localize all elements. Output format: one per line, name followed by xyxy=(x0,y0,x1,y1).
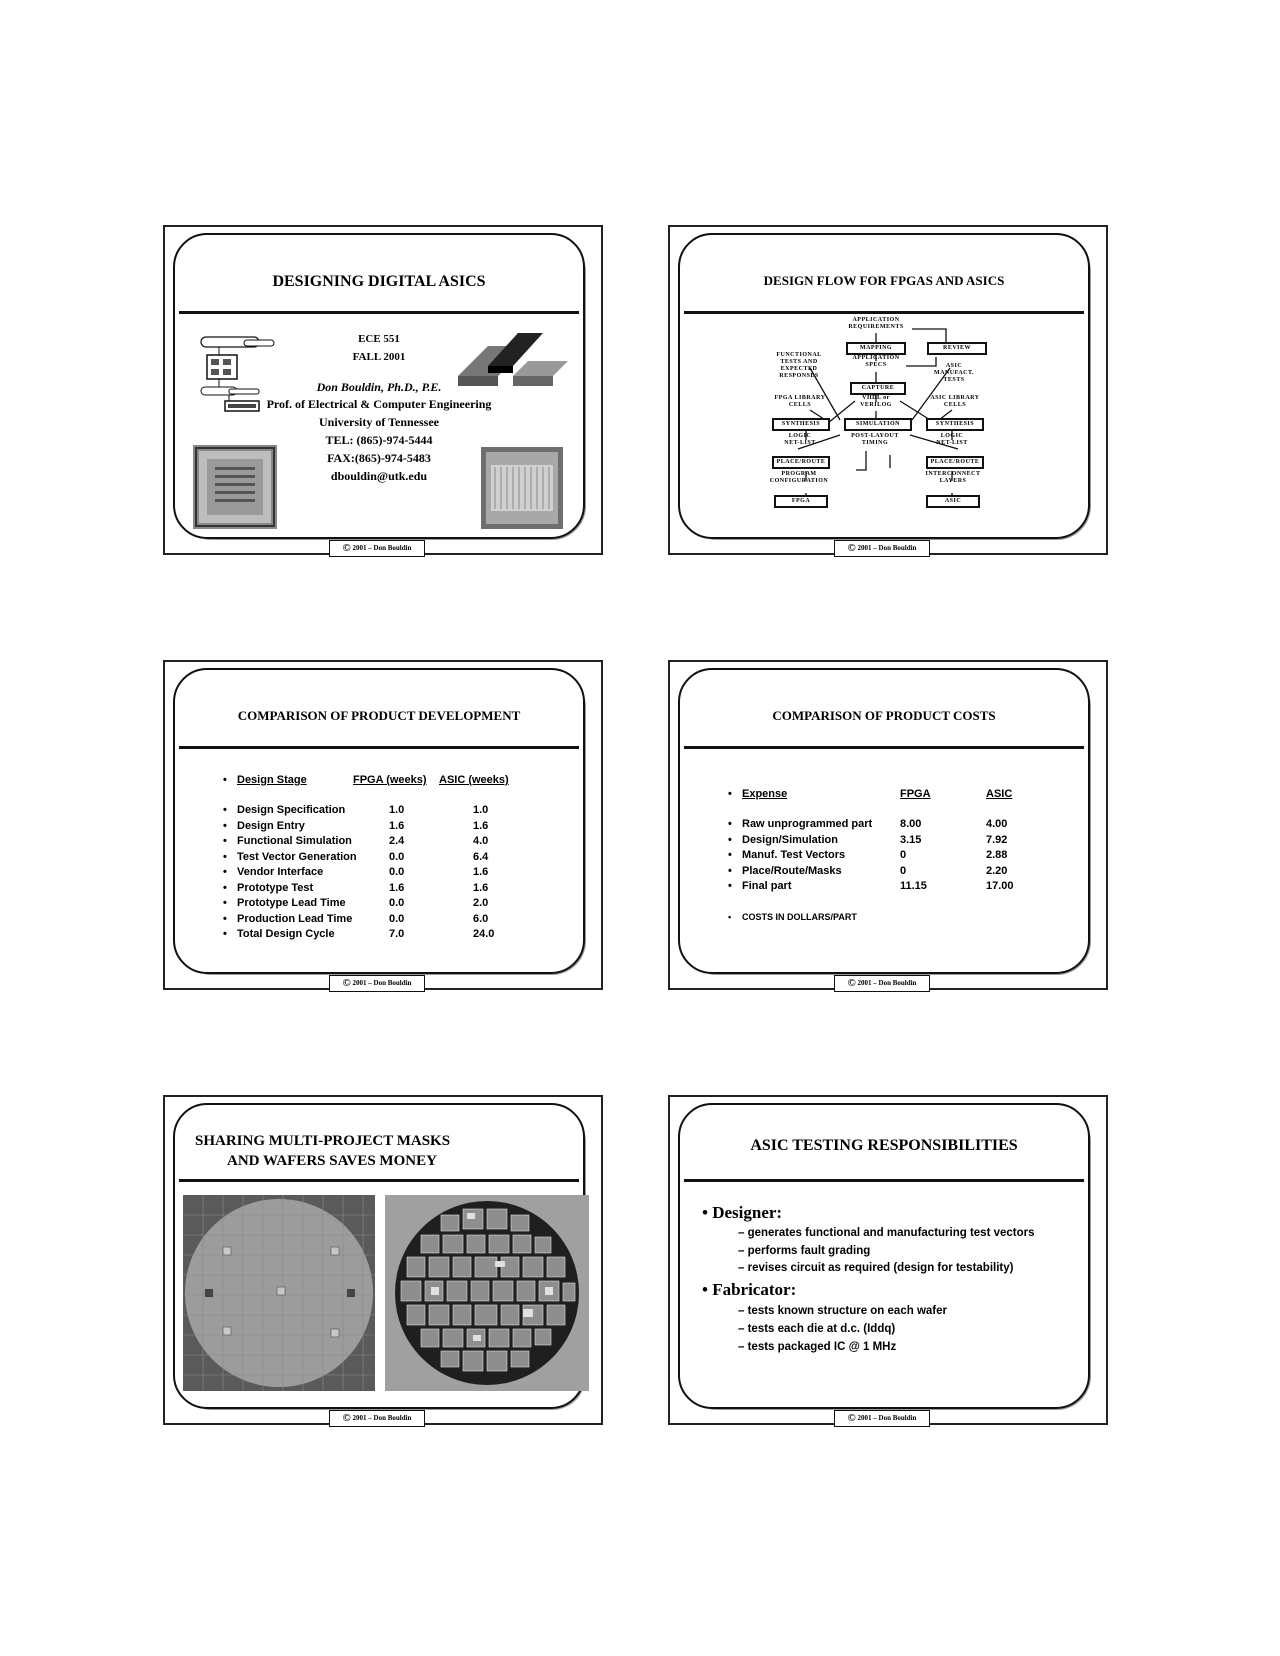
copyright-icon: © xyxy=(342,1412,351,1424)
row-value: 1.0 xyxy=(389,804,405,816)
label-vhdl-verilog: VHDL or VERILOG xyxy=(860,395,892,408)
header-stage: Design Stage xyxy=(237,774,307,786)
box-review: REVIEW xyxy=(927,342,987,355)
row-value: 11.15 xyxy=(900,880,927,892)
label-program-configuration: PROGRAM CONFIGURATION xyxy=(769,471,829,484)
row-label: Prototype Test xyxy=(237,881,314,894)
slide-title-line2: AND WAFERS SAVES MONEY xyxy=(227,1153,437,1169)
row-value: 2.88 xyxy=(986,849,1008,861)
row-value: 0.0 xyxy=(389,866,405,878)
email: dbouldin@utk.edu xyxy=(330,469,428,483)
label-functional-tests: FUNCTIONAL TESTS AND EXPECTED RESPONSES xyxy=(776,352,822,379)
row-value: 2.20 xyxy=(986,864,1008,877)
copyright-icon: © xyxy=(847,542,856,554)
copyright-icon: © xyxy=(847,1412,856,1424)
row-value: 4.00 xyxy=(986,818,1008,830)
slide-footer: © 2001 – Don Bouldin xyxy=(329,975,425,992)
box-simulation: SIMULATION xyxy=(844,418,912,431)
header-asic: ASIC (weeks) xyxy=(439,774,509,786)
row-label: Production Lead Time xyxy=(237,912,353,925)
row-value: 8.00 xyxy=(900,818,922,830)
slide-design-flow xyxy=(668,225,1108,555)
row-value: 1.6 xyxy=(473,819,489,832)
box-place-route-fpga: PLACE/ROUTE xyxy=(772,456,830,469)
row-value: 0.0 xyxy=(389,897,405,909)
box-place-route-asic: PLACE/ROUTE xyxy=(926,456,984,469)
slide-title: ASIC TESTING RESPONSIBILITIES xyxy=(750,1137,1018,1154)
copyright-icon: © xyxy=(342,977,351,989)
title-rule xyxy=(179,1179,579,1182)
title-rule xyxy=(684,1179,1084,1182)
fabricator-item: – tests packaged IC @ 1 MHz xyxy=(738,1341,897,1353)
row-label: Design Specification xyxy=(237,804,346,816)
label-asic-manufact-tests: ASIC MANUFACT. TESTS xyxy=(933,363,975,383)
row-value: 0 xyxy=(900,864,907,877)
wafer-photo-left-icon xyxy=(183,1195,375,1391)
row-value: 0 xyxy=(900,849,907,861)
title-rule xyxy=(179,746,579,749)
university: University of Tennessee xyxy=(319,415,439,429)
designer-item: – performs fault grading xyxy=(738,1245,871,1257)
row-value: 17.00 xyxy=(986,880,1014,892)
row-value: 3.15 xyxy=(900,833,922,846)
header-fpga: FPGA (weeks) xyxy=(353,774,427,786)
fabricator-item: – tests known structure on each wafer xyxy=(738,1305,947,1317)
label-fpga-library: FPGA LIBRARY CELLS xyxy=(774,395,826,408)
row-label: Design/Simulation xyxy=(742,833,838,846)
slide-footer: © 2001 – Don Bouldin xyxy=(329,540,425,557)
row-label: Final part xyxy=(742,880,792,892)
row-value: 24.0 xyxy=(473,928,495,940)
label-logic-netlist-fpga: LOGIC NET-LIST xyxy=(784,433,816,446)
row-value: 7.0 xyxy=(389,928,405,940)
slide-footer: © 2001 – Don Bouldin xyxy=(834,1410,930,1427)
course-term: FALL 2001 xyxy=(352,351,406,363)
row-label: Raw unprogrammed part xyxy=(742,818,873,830)
row-label: Place/Route/Masks xyxy=(742,864,842,877)
row-value: 1.0 xyxy=(473,804,489,816)
row-value: 2.4 xyxy=(389,835,405,847)
row-value: 1.6 xyxy=(473,881,489,894)
slide-product-costs xyxy=(668,660,1108,990)
label-logic-netlist-asic: LOGIC NET-LIST xyxy=(936,433,968,446)
row-value: 4.0 xyxy=(473,835,489,847)
label-app-requirements: APPLICATION REQUIREMENTS xyxy=(848,317,904,330)
title-rule xyxy=(684,746,1084,749)
row-label: Total Design Cycle xyxy=(237,928,335,940)
designer-item: – generates functional and manufacturing test vectors xyxy=(738,1227,1035,1239)
fabricator-heading: • Fabricator: xyxy=(702,1280,797,1299)
row-label: Manuf. Test Vectors xyxy=(742,849,846,861)
row-value: 1.6 xyxy=(389,819,405,832)
row-label: Prototype Lead Time xyxy=(237,897,346,909)
slide-footer: © 2001 – Don Bouldin xyxy=(834,975,930,992)
label-post-layout-timing: POST-LAYOUT TIMING xyxy=(851,433,899,446)
slide-title: DESIGN FLOW FOR FPGAS AND ASICS xyxy=(763,273,1005,288)
box-fpga: FPGA xyxy=(774,495,828,508)
slide-product-development xyxy=(163,660,603,990)
row-value: 7.92 xyxy=(986,833,1008,846)
slide-asic-testing xyxy=(668,1095,1108,1425)
fabricator-item: – tests each die at d.c. (Iddq) xyxy=(738,1323,896,1335)
copyright-icon: © xyxy=(342,542,351,554)
row-value: 0.0 xyxy=(389,912,405,925)
title-rule xyxy=(179,311,579,314)
slide-title: COMPARISON OF PRODUCT DEVELOPMENT xyxy=(237,708,521,723)
header-fpga: FPGA xyxy=(900,788,931,800)
slide-designing-digital-asics xyxy=(163,225,603,555)
course-number: ECE 551 xyxy=(358,333,400,345)
row-value: 2.0 xyxy=(473,897,489,909)
row-value: 1.6 xyxy=(389,881,405,894)
row-label: Design Entry xyxy=(237,819,305,832)
row-value: 6.0 xyxy=(473,912,489,925)
row-label: Test Vector Generation xyxy=(237,850,357,863)
box-capture: CAPTURE xyxy=(850,382,906,395)
header-expense: Expense xyxy=(742,788,788,800)
label-asic-library: ASIC LIBRARY CELLS xyxy=(930,395,980,408)
die-photo-left-icon xyxy=(193,445,277,529)
box-synthesis-asic: SYNTHESIS xyxy=(926,418,984,431)
slide-footer: © 2001 – Don Bouldin xyxy=(834,540,930,557)
slide-footer: © 2001 – Don Bouldin xyxy=(329,1410,425,1427)
fax: FAX:(865)-974-5483 xyxy=(327,451,431,465)
die-photo-right-icon xyxy=(481,447,563,529)
box-synthesis-fpga: SYNTHESIS xyxy=(772,418,830,431)
slide-title: COMPARISON OF PRODUCT COSTS xyxy=(772,708,996,723)
slide-multi-project-masks xyxy=(163,1095,603,1425)
row-value: 6.4 xyxy=(473,850,489,863)
author-name: Don Bouldin, Ph.D., P.E. xyxy=(316,380,442,394)
designer-heading: • Designer: xyxy=(702,1203,783,1222)
row-label: Vendor Interface xyxy=(237,866,324,878)
designer-item: – revises circuit as required (design for testability) xyxy=(738,1262,1014,1274)
label-application-specs: APPLICATION SPECS xyxy=(852,355,900,368)
label-interconnect-layers: INTERCONNECT LAYERS xyxy=(925,471,981,484)
slide-title: DESIGNING DIGITAL ASICS xyxy=(272,273,486,290)
box-asic: ASIC xyxy=(926,495,980,508)
row-value: 1.6 xyxy=(473,866,489,878)
copyright-icon: © xyxy=(847,977,856,989)
costs-table: • Expense FPGA ASIC • Raw unprogrammed part 8.00 4.00 • Design/Simulation 3.15 7.92 • Manuf. Test Vectors 0 2.88 • Place/Route/Masks 0 2.20 • Final part 11.15 17.00 • COSTS IN DOLLARS/PART xyxy=(728,788,1014,922)
author-position: Prof. of Electrical & Computer Engineering xyxy=(266,397,492,411)
box-mapping: MAPPING xyxy=(846,342,906,355)
header-asic: ASIC xyxy=(986,788,1013,800)
slide-title-line1: SHARING MULTI-PROJECT MASKS xyxy=(195,1133,451,1149)
row-label: Functional Simulation xyxy=(237,835,352,847)
development-table: • Design Stage FPGA (weeks) ASIC (weeks) • Design Specification 1.0 1.0 • Design Entry 1.6 1.6 • Functional Simulation 2.4 4.0 • Test Vector Generation 0.0 6.4 • Vendor Interface 0.0 1.6 • Prototype Test 1.6 1.6 • Prototype Lead Time 0.0 2.0 • Production Lead Time 0.0 6.0 • Total Design Cycle 7.0 24.0 xyxy=(223,774,509,940)
row-value: 0.0 xyxy=(389,850,405,863)
wafer-photo-right-icon xyxy=(385,1195,589,1391)
telephone: TEL: (865)-974-5444 xyxy=(325,433,433,447)
